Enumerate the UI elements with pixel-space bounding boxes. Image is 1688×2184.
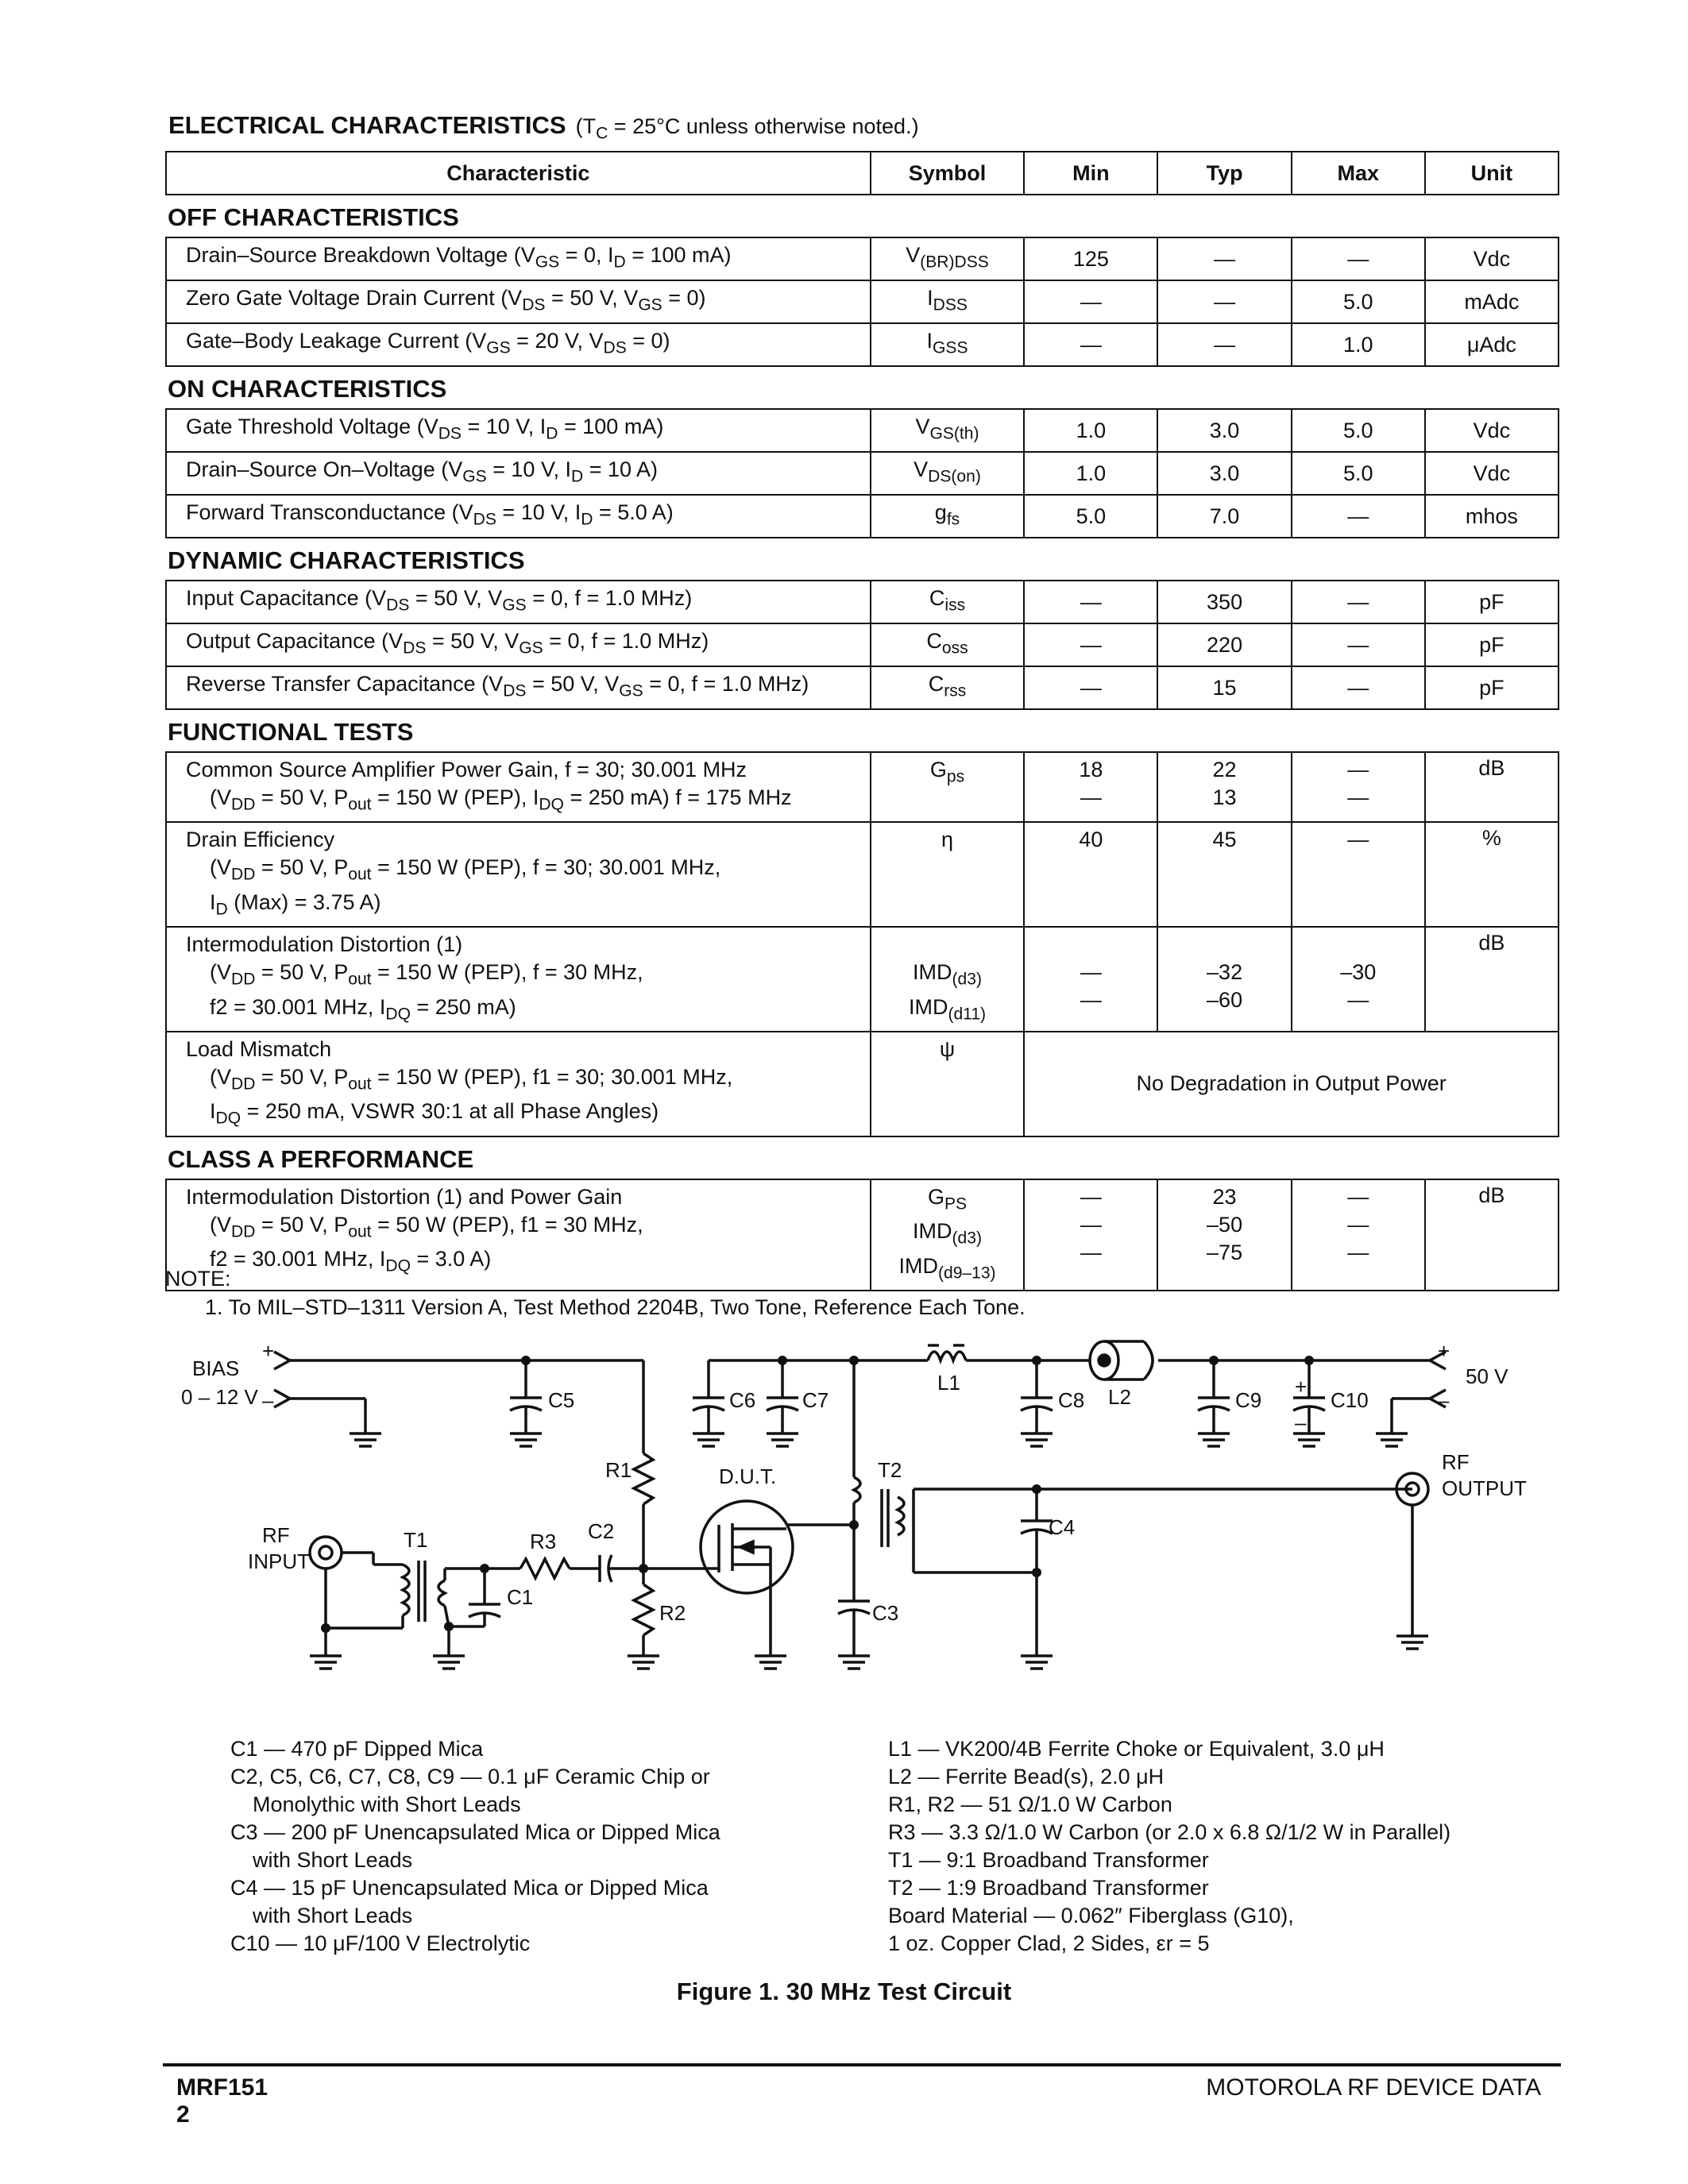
parts-list-item: L2 — Ferrite Bead(s), 2.0 μH (888, 1765, 1165, 1788)
typ-value: 23 (1212, 1184, 1237, 1209)
label-c2: C2 (588, 1519, 615, 1543)
bias-minus-terminal (274, 1390, 290, 1407)
label-c8: C8 (1058, 1388, 1085, 1412)
cell-unit: pF (1425, 623, 1559, 666)
col-header: Characteristic (166, 152, 871, 195)
label-dut: D.U.T. (719, 1464, 777, 1488)
typ-value: –75 (1207, 1240, 1243, 1264)
cell-symbol (871, 323, 1025, 366)
label-c5: C5 (548, 1388, 575, 1412)
cell-symbol (871, 280, 1025, 323)
min-value: — (1080, 785, 1102, 809)
l1-choke (928, 1352, 966, 1360)
cell-typ (1157, 280, 1291, 323)
label-l1: L1 (937, 1371, 960, 1395)
cell-unit: dB (1425, 927, 1559, 1032)
min-value: — (1080, 1184, 1102, 1209)
symbol-value: $IMD_{(d3)}$ (913, 960, 982, 989)
symbol-value: $V_{GS(th)}$ (915, 415, 979, 443)
cell-min (1024, 581, 1157, 623)
label-c3: C3 (872, 1601, 899, 1625)
typ-value: 3.0 (1209, 418, 1240, 442)
table-row (166, 1032, 1559, 1136)
table-row (166, 323, 1559, 366)
cell-min (1024, 927, 1157, 1032)
cell-characteristic (166, 752, 871, 822)
parts-list-item: C3 — 200 pF Unencapsulated Mica or Dipped Mica (230, 1820, 720, 1844)
section-header-row (166, 538, 1559, 581)
cell-unit: dB (1425, 752, 1559, 822)
parts-list-item: R3 — 3.3 Ω/1.0 W Carbon (or 2.0 x 6.8 Ω/1/2 W in Parallel) (888, 1820, 1451, 1844)
cell-max (1292, 452, 1425, 495)
cell-typ (1157, 323, 1291, 366)
min-value: 18 (1079, 758, 1103, 781)
ground-icon (510, 1433, 542, 1446)
characteristic-line: ($V_{DD} = 50$ V, $P_{out} = 150$ W (PEP), f1 = 30; 30.001 MHz, (210, 1064, 733, 1094)
t1-transformer (403, 1565, 409, 1615)
cell-min (1024, 623, 1157, 666)
label-r3: R3 (530, 1530, 557, 1553)
min-value: 1.0 (1076, 461, 1107, 485)
cell-symbol (871, 623, 1025, 666)
ground-icon (310, 1656, 342, 1669)
ground-icon (767, 1433, 798, 1446)
characteristic-line: Zero Gate Voltage Drain Current ($V_{DS} = 50$ V, $V_{GS} = 0$) (186, 286, 706, 314)
min-value: 40 (1079, 828, 1103, 852)
max-value: — (1347, 504, 1369, 528)
min-value: — (1080, 960, 1102, 985)
cell-characteristic (166, 409, 871, 452)
min-value: — (1080, 1212, 1102, 1237)
col-header: Typ (1157, 152, 1291, 195)
characteristic-line: Intermodulation Distortion (1) (186, 932, 463, 957)
cell-typ (1157, 1179, 1291, 1291)
cell-characteristic (166, 1032, 871, 1136)
cell-min (1024, 409, 1157, 452)
cell-symbol (871, 452, 1025, 495)
cell-max (1292, 1179, 1425, 1291)
parts-list-item: T1 — 9:1 Broadband Transformer (888, 1848, 1209, 1872)
parts-list-item: with Short Leads (253, 1848, 413, 1872)
characteristic-line: Reverse Transfer Capacitance ($V_{DS} = 50$ V, $V_{GS} = 0$, f = 1.0 MHz) (186, 672, 809, 700)
cell-symbol (871, 495, 1025, 538)
max-value: –30 (1340, 960, 1377, 985)
symbol-value: $I_{GSS}$ (926, 329, 968, 357)
label-c10-plus: + (1295, 1375, 1308, 1399)
max-value: — (1347, 988, 1369, 1013)
cell-characteristic (166, 822, 871, 927)
cell-typ (1157, 409, 1291, 452)
label-c1: C1 (507, 1585, 534, 1609)
symbol-value: $IMD_{(d11)}$ (908, 994, 987, 1023)
cell-symbol (871, 581, 1025, 623)
max-value: — (1347, 1212, 1369, 1237)
rf-input-connector (310, 1537, 342, 1569)
max-value: — (1347, 1240, 1369, 1264)
characteristic-line: Output Capacitance ($V_{DS} = 50$ V, $V_{GS} = 0$, f = 1.0 MHz) (186, 629, 709, 658)
cell-unit: % (1425, 822, 1559, 927)
table-row (166, 280, 1559, 323)
symbol-value: $IMD_{(d9-13)}$ (898, 1253, 996, 1282)
cell-unit: Vdc (1425, 409, 1559, 452)
footer-page-number: 2 (176, 2101, 190, 2128)
label-c10-minus: – (1295, 1410, 1307, 1434)
cell-unit: mAdc (1425, 280, 1559, 323)
cell-unit: Vdc (1425, 452, 1559, 495)
cell-symbol (871, 1032, 1025, 1136)
parts-list-item: L1 — VK200/4B Ferrite Choke or Equivalent, 3.0 μH (888, 1737, 1385, 1761)
cell-symbol (871, 237, 1025, 280)
characteristic-line: ($V_{DD} = 50$ V, $P_{out} = 150$ W (PEP), $I_{DQ} = 250$ mA) f = 175 MHz (210, 785, 792, 814)
section-title: OFF CHARACTERISTICS (166, 195, 1559, 237)
cell-min (1024, 822, 1157, 927)
typ-value: — (1214, 246, 1236, 271)
ground-icon (755, 1656, 786, 1669)
label-c10: C10 (1331, 1388, 1369, 1412)
cell-unit: pF (1425, 666, 1559, 709)
symbol-value: $C_{iss}$ (929, 586, 966, 615)
t2-transformer (898, 1497, 904, 1535)
min-value: — (1080, 988, 1102, 1013)
max-value: — (1347, 758, 1369, 781)
section-header-row (166, 366, 1559, 409)
ground-icon (628, 1656, 659, 1669)
cell-min (1024, 323, 1157, 366)
section-title: DYNAMIC CHARACTERISTICS (166, 538, 1559, 581)
cell-characteristic (166, 323, 871, 366)
label-bias: BIAS (192, 1356, 240, 1380)
max-value: — (1347, 632, 1369, 657)
typ-value: — (1214, 289, 1236, 314)
symbol-value: $IMD_{(d3)}$ (913, 1219, 982, 1248)
section-title: FUNCTIONAL TESTS (166, 709, 1559, 752)
cell-unit: Vdc (1425, 237, 1559, 280)
col-header: Min (1024, 152, 1157, 195)
cell-characteristic (166, 623, 871, 666)
typ-value: 3.0 (1209, 461, 1240, 485)
note (165, 1264, 1026, 1322)
characteristic-line: Common Source Amplifier Power Gain, f = 30; 30.001 MHz (186, 758, 747, 781)
col-header: Max (1292, 152, 1425, 195)
r2-resistor (634, 1584, 653, 1635)
test-circuit-schematic (0, 1334, 1688, 1700)
symbol-value: $V_{DS(on)}$ (914, 457, 981, 486)
typ-value: 45 (1212, 828, 1237, 852)
cell-min (1024, 495, 1157, 538)
parts-list-item: with Short Leads (253, 1904, 413, 1927)
parts-list-item: T2 — 1:9 Broadband Transformer (888, 1876, 1209, 1900)
typ-value: — (1214, 332, 1236, 357)
table-row (166, 237, 1559, 280)
characteristic-line: f2 = 30.001 MHz, $I_{DQ} = 250$ mA) (210, 994, 516, 1023)
ground-icon (433, 1656, 465, 1669)
max-value: — (1347, 828, 1369, 852)
cell-min (1024, 452, 1157, 495)
cell-max (1292, 237, 1425, 280)
max-value: — (1347, 1184, 1369, 1209)
footer-left (176, 2074, 268, 2128)
parts-list-item: 1 oz. Copper Clad, 2 Sides, εr = 5 (888, 1931, 1210, 1955)
cell-max (1292, 822, 1425, 927)
table-header-row (166, 152, 1559, 195)
parts-list-item: C2, C5, C6, C7, C8, C9 — 0.1 μF Ceramic Chip or (230, 1765, 710, 1788)
cell-characteristic (166, 495, 871, 538)
cell-span-note: No Degradation in Output Power (1024, 1032, 1559, 1136)
characteristic-line: ($V_{DD} = 50$ V, $P_{out} = 50$ W (PEP), f1 = 30 MHz, (210, 1212, 643, 1241)
drain-choke (854, 1477, 860, 1503)
max-value: — (1347, 589, 1369, 614)
parts-list-right (888, 1735, 1450, 1958)
symbol-value: $I_{DSS}$ (927, 286, 968, 314)
label-supply: 50 V (1466, 1364, 1508, 1388)
table-row (166, 495, 1559, 538)
table-row (166, 409, 1559, 452)
table-row (166, 452, 1559, 495)
cell-max (1292, 323, 1425, 366)
cell-typ (1157, 927, 1291, 1032)
label-rf-output-2: OUTPUT (1442, 1476, 1527, 1500)
label-bias-plus: + (262, 1339, 275, 1363)
col-header: Symbol (871, 152, 1025, 195)
typ-value: 220 (1207, 632, 1243, 657)
parts-list-item: R1, R2 — 51 Ω/1.0 W Carbon (888, 1792, 1172, 1816)
label-c9: C9 (1235, 1388, 1262, 1412)
label-c4: C4 (1049, 1515, 1076, 1539)
cell-max (1292, 666, 1425, 709)
ground-icon (1376, 1433, 1408, 1446)
cell-unit: dB (1425, 1179, 1559, 1291)
max-value: 1.0 (1342, 332, 1373, 357)
typ-value: –32 (1207, 960, 1243, 985)
label-supply-minus: – (1438, 1388, 1450, 1412)
table-row (166, 927, 1559, 1032)
max-value: 5.0 (1342, 418, 1373, 442)
parts-list-item: C10 — 10 μF/100 V Electrolytic (230, 1931, 531, 1955)
characteristic-line: $I_{DQ} = 250$ mA, VSWR 30:1 at all Phase Angles) (210, 1099, 659, 1128)
characteristic-line: Load Mismatch (186, 1036, 332, 1061)
min-value (1031, 931, 1150, 959)
characteristic-line: Input Capacitance ($V_{DS} = 50$ V, $V_{GS} = 0$, f = 1.0 MHz) (186, 586, 693, 615)
page-title (168, 111, 919, 143)
label-r1: R1 (605, 1458, 632, 1482)
cell-max (1292, 927, 1425, 1032)
label-l2: L2 (1108, 1385, 1131, 1409)
parts-list-left (230, 1735, 720, 1958)
label-c6: C6 (729, 1388, 756, 1412)
ground-icon (693, 1433, 724, 1446)
typ-value: 15 (1212, 675, 1237, 700)
cell-max (1292, 280, 1425, 323)
cell-min (1024, 1179, 1157, 1291)
label-rf-input-2: INPUT (248, 1549, 310, 1573)
bias-plus-terminal (274, 1352, 290, 1369)
cell-symbol (871, 752, 1025, 822)
cell-typ (1157, 666, 1291, 709)
cell-min (1024, 752, 1157, 822)
symbol-value: $G_{ps}$ (929, 758, 965, 786)
symbol-value: ψ (939, 1036, 956, 1061)
min-value: — (1080, 289, 1102, 314)
note-label: NOTE: (165, 1267, 231, 1291)
symbol-value: $g_{fs}$ (934, 500, 960, 529)
cell-unit: pF (1425, 581, 1559, 623)
min-value: — (1080, 632, 1102, 657)
section-header-row (166, 709, 1559, 752)
symbol-value (878, 931, 1018, 959)
title-text: ELECTRICAL CHARACTERISTICS (168, 111, 566, 139)
typ-value: –50 (1207, 1212, 1243, 1237)
min-value: — (1080, 589, 1102, 614)
parts-list-item: Board Material — 0.062″ Fiberglass (G10), (888, 1904, 1294, 1927)
characteristic-line: Gate Threshold Voltage ($V_{DS} = 10$ V, $I_D = 100$ mA) (186, 415, 664, 443)
characteristic-line: ($V_{DD} = 50$ V, $P_{out} = 150$ W (PEP), f = 30; 30.001 MHz, (210, 855, 721, 884)
r1-resistor (634, 1453, 653, 1504)
typ-value: 22 (1212, 758, 1237, 781)
label-rf-output-1: RF (1442, 1450, 1470, 1474)
max-value: 5.0 (1342, 461, 1373, 485)
ground-icon (1198, 1433, 1230, 1446)
typ-value: 350 (1207, 589, 1243, 614)
table-row (166, 666, 1559, 709)
cell-max (1292, 752, 1425, 822)
cell-max (1292, 409, 1425, 452)
max-value: — (1347, 675, 1369, 700)
label-c7: C7 (802, 1388, 829, 1412)
max-value (1299, 931, 1418, 959)
symbol-value: $C_{oss}$ (926, 629, 968, 658)
col-header: Unit (1425, 152, 1559, 195)
section-title: CLASS A PERFORMANCE (166, 1136, 1559, 1179)
typ-value (1165, 931, 1284, 959)
cell-characteristic (166, 280, 871, 323)
cell-characteristic (166, 452, 871, 495)
ground-icon (350, 1433, 381, 1446)
ground-icon (1396, 1636, 1428, 1649)
min-value: — (1080, 1240, 1102, 1264)
cell-typ (1157, 495, 1291, 538)
cell-symbol (871, 666, 1025, 709)
table-row (166, 752, 1559, 822)
figure-caption: Figure 1. 30 MHz Test Circuit (676, 1978, 1012, 2005)
characteristic-line: Drain–Source Breakdown Voltage ($V_{GS} = 0$, $I_D = 100$ mA) (186, 243, 732, 272)
parts-list-item: Monolythic with Short Leads (253, 1792, 521, 1816)
min-value: 5.0 (1076, 504, 1107, 528)
cell-typ (1157, 237, 1291, 280)
table-row (166, 581, 1559, 623)
cell-typ (1157, 822, 1291, 927)
ground-icon (1293, 1433, 1325, 1446)
characteristic-line: Intermodulation Distortion (1) and Power Gain (186, 1184, 623, 1209)
table-row (166, 822, 1559, 927)
parts-list-item: C4 — 15 pF Unencapsulated Mica or Dipped Mica (230, 1876, 709, 1900)
label-bias-range: 0 – 12 V (181, 1385, 258, 1409)
typ-value: 13 (1212, 785, 1237, 809)
section-header-row (166, 195, 1559, 237)
typ-value: –60 (1207, 988, 1243, 1013)
parts-list-item: C1 — 470 pF Dipped Mica (230, 1737, 484, 1761)
typ-value: 7.0 (1209, 504, 1240, 528)
characteristic-line: Gate–Body Leakage Current ($V_{GS} = 20$ V, $V_{DS} = 0$) (186, 329, 670, 357)
max-value: 5.0 (1342, 289, 1373, 314)
symbol-value: $G_{PS}$ (927, 1184, 968, 1214)
label-t2: T2 (878, 1458, 902, 1482)
footer-right: MOTOROLA RF DEVICE DATA (1206, 2074, 1541, 2101)
symbol-value: $V_{(BR)DSS}$ (906, 243, 989, 272)
cell-min (1024, 237, 1157, 280)
min-value: — (1080, 675, 1102, 700)
cell-characteristic (166, 927, 871, 1032)
min-value: 125 (1072, 246, 1109, 271)
characteristic-line: Drain–Source On–Voltage ($V_{GS} = 10$ V, $I_D = 10$ A) (186, 457, 659, 486)
min-value: 1.0 (1076, 418, 1107, 442)
footer-part-number: MRF151 (176, 2074, 268, 2101)
r3-resistor (520, 1559, 570, 1578)
section-header-row (166, 1136, 1559, 1179)
symbol-value: $C_{rss}$ (928, 672, 967, 700)
cell-max (1292, 495, 1425, 538)
label-r2: R2 (659, 1601, 686, 1625)
cell-symbol (871, 822, 1025, 927)
label-rf-input-1: RF (262, 1523, 290, 1547)
label-t1: T1 (404, 1528, 428, 1552)
cell-characteristic (166, 666, 871, 709)
cell-unit: mhos (1425, 495, 1559, 538)
characteristic-line: Drain Efficiency (186, 828, 335, 852)
cell-max (1292, 623, 1425, 666)
cell-min (1024, 280, 1157, 323)
min-value: — (1080, 332, 1102, 357)
cell-unit: μAdc (1425, 323, 1559, 366)
electrical-characteristics-table (165, 151, 1559, 1291)
section-title: ON CHARACTERISTICS (166, 366, 1559, 409)
characteristic-line: $I_D$ (Max) = 3.75 A) (210, 889, 381, 919)
footer-rule (163, 2063, 1561, 2066)
cell-max (1292, 581, 1425, 623)
characteristic-line: Forward Transconductance ($V_{DS} = 10$ V, $I_D = 5.0$ A) (186, 500, 674, 529)
note-item: 1. To MIL–STD–1311 Version A, Test Method 2204B, Two Tone, Reference Each Tone. (205, 1295, 1026, 1319)
table-row (166, 623, 1559, 666)
cell-typ (1157, 452, 1291, 495)
cell-symbol (871, 409, 1025, 452)
characteristic-line: ($V_{DD} = 50$ V, $P_{out} = 150$ W (PEP), f = 30 MHz, (210, 960, 643, 989)
symbol-value: η (941, 828, 954, 852)
cell-min (1024, 666, 1157, 709)
label-supply-plus: + (1438, 1339, 1450, 1363)
cell-typ (1157, 752, 1291, 822)
ground-icon (838, 1656, 870, 1669)
cell-symbol (871, 927, 1025, 1032)
max-value: — (1347, 246, 1369, 271)
cell-characteristic (166, 581, 871, 623)
cell-characteristic (166, 237, 871, 280)
cell-typ (1157, 581, 1291, 623)
characteristic-line: f2 = 30.001 MHz, $I_{DQ} = 3.0$ A) (210, 1247, 492, 1275)
title-condition: ($T_C = 25^\circ C$ unless otherwise noted.) (575, 114, 919, 143)
ground-icon (1021, 1656, 1053, 1669)
ground-icon (1021, 1433, 1053, 1446)
max-value: — (1347, 785, 1369, 809)
label-bias-minus: – (262, 1388, 274, 1412)
cell-typ (1157, 623, 1291, 666)
